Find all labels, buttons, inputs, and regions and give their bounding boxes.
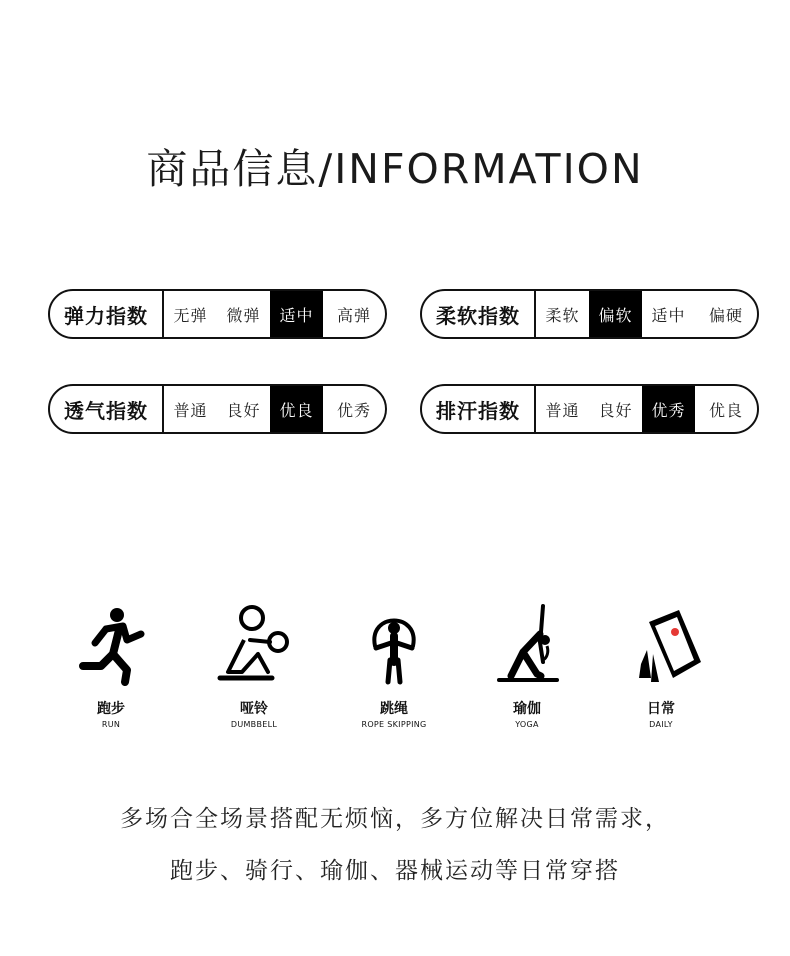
softness-index (420, 289, 759, 339)
index-option: 适中 (651, 305, 686, 325)
index-label: 弹力指数 (50, 291, 164, 337)
index-label: 排汗指数 (422, 386, 536, 432)
red-dot-icon (671, 628, 679, 636)
sweat-wicking-index (420, 384, 759, 434)
activity-name: 日常 (647, 701, 675, 717)
index-option: 柔软 (545, 305, 580, 325)
index-option: 无弹 (173, 305, 208, 325)
index-option: 微弹 (226, 305, 261, 325)
index-option: 良好 (598, 400, 633, 420)
activity-name-en: RUN (101, 720, 121, 729)
activity-run (51, 602, 171, 729)
activity-name: 跑步 (97, 701, 125, 717)
index-option: 良好 (226, 400, 261, 420)
index-label: 透气指数 (50, 386, 164, 432)
index-option-selected: 偏软 (589, 291, 642, 337)
activity-name-en: DAILY (649, 720, 673, 729)
activity-dumbbell (194, 602, 314, 729)
index-option: 优良 (708, 400, 743, 420)
breathability-index (48, 384, 387, 434)
index-option: 优秀 (336, 400, 371, 420)
description-line: 多场合全场景搭配无烦恼，多方位解决日常需求， (120, 806, 670, 832)
index-option: 偏硬 (708, 305, 743, 325)
rope-skipping-icon (354, 602, 434, 688)
elasticity-index (48, 289, 387, 339)
page-title: 商品信息/INFORMATION (146, 145, 644, 193)
description-line: 跑步、骑行、瑜伽、器械运动等日常穿搭 (170, 858, 620, 884)
index-label: 柔软指数 (422, 291, 536, 337)
activity-name: 哑铃 (240, 701, 268, 717)
activity-name: 跳绳 (380, 701, 408, 717)
index-option: 普通 (545, 400, 580, 420)
index-option: 高弹 (336, 305, 371, 325)
activity-name-en: ROPE SKIPPING (361, 720, 427, 729)
activity-name-en: YOGA (515, 720, 539, 729)
yoga-icon (487, 602, 567, 688)
activity-daily (601, 602, 721, 729)
running-icon (71, 602, 151, 688)
index-option-selected: 优良 (270, 386, 323, 432)
index-option: 普通 (173, 400, 208, 420)
index-option-selected: 优秀 (642, 386, 695, 432)
activity-name: 瑜伽 (513, 701, 541, 717)
daily-icon (621, 602, 701, 688)
activity-rope-skipping (334, 602, 454, 729)
index-option-selected: 适中 (270, 291, 323, 337)
dumbbell-icon (214, 602, 294, 688)
activity-name-en: DUMBBELL (230, 720, 278, 729)
activity-yoga (467, 602, 587, 729)
